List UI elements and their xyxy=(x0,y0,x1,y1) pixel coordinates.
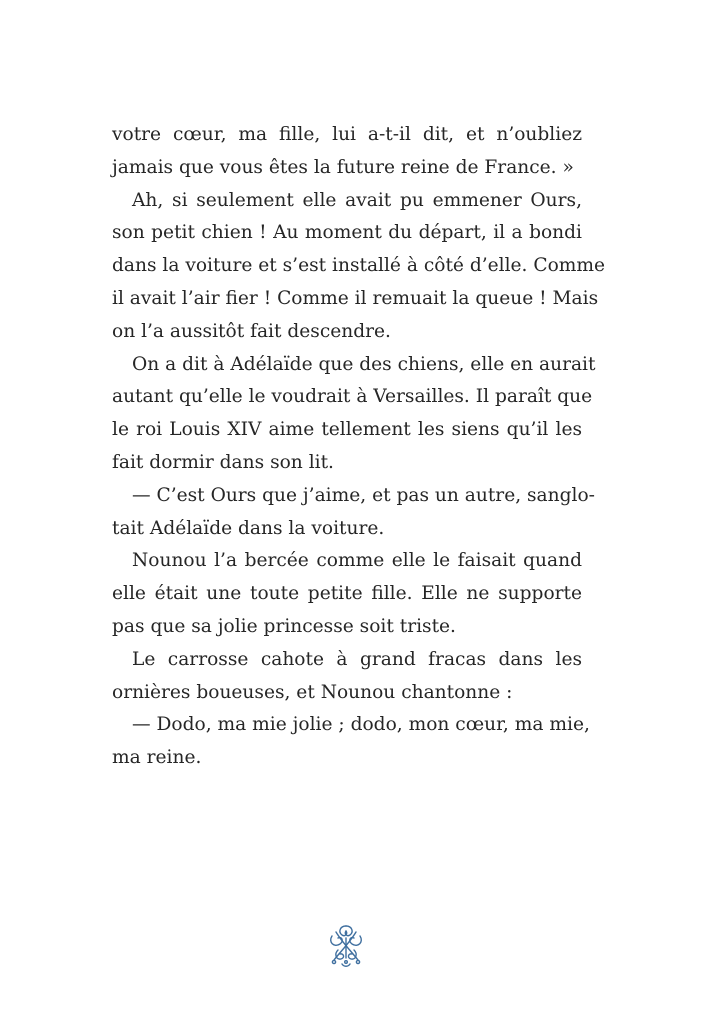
text-line: il avait l’air fier ! Comme il remuait la queue ! Mais xyxy=(112,287,599,309)
text-line: — C’est Ours que j’aime, et pas un autre, sanglo- xyxy=(132,484,595,506)
text-line: Le carrosse cahote à grand fracas dans les xyxy=(132,648,582,670)
text-line: Nounou l’a bercée comme elle le faisait quand xyxy=(132,550,582,572)
body-text xyxy=(112,119,606,775)
text-line: On a dit à Adélaïde que des chiens, elle en aurait xyxy=(132,353,596,375)
paragraph-2 xyxy=(112,185,606,349)
paragraph-1 xyxy=(112,119,582,185)
text-line: dans la voiture et s’est installé à côté d’elle. Comme xyxy=(112,255,606,277)
paragraph-6 xyxy=(112,644,582,710)
text-line: — Dodo, ma mie jolie ; dodo, mon cœur, ma mie, xyxy=(132,714,590,736)
text-line: on l’a aussitôt fait descendre. xyxy=(112,320,391,342)
text-line: ornières boueuses, et Nounou chantonne : xyxy=(112,681,513,703)
text-line: ma reine. xyxy=(112,747,202,769)
text-line: jamais que vous êtes la future reine de France. » xyxy=(112,156,574,178)
monogram-ornament-icon xyxy=(326,922,366,970)
paragraph-3 xyxy=(112,349,596,480)
paragraph-4 xyxy=(112,480,595,546)
text-line: pas que sa jolie princesse soit triste. xyxy=(112,615,456,637)
text-line: son petit chien ! Au moment du départ, il a bondi xyxy=(112,222,582,244)
paragraph-7 xyxy=(112,709,590,775)
text-line: autant qu’elle le voudrait à Versailles. Il paraît que xyxy=(112,386,593,408)
text-line: le roi Louis XIV aime tellement les siens qu’il les xyxy=(112,419,582,441)
text-line: tait Adélaïde dans la voiture. xyxy=(112,517,385,539)
text-line: fait dormir dans son lit. xyxy=(112,451,334,473)
text-line: elle était une toute petite fille. Elle ne supporte xyxy=(112,583,582,605)
text-line: Ah, si seulement elle avait pu emmener Ours, xyxy=(132,189,582,211)
text-line: votre cœur, ma fille, lui a-t-il dit, et n’oubliez xyxy=(112,124,582,145)
paragraph-5 xyxy=(112,545,582,643)
